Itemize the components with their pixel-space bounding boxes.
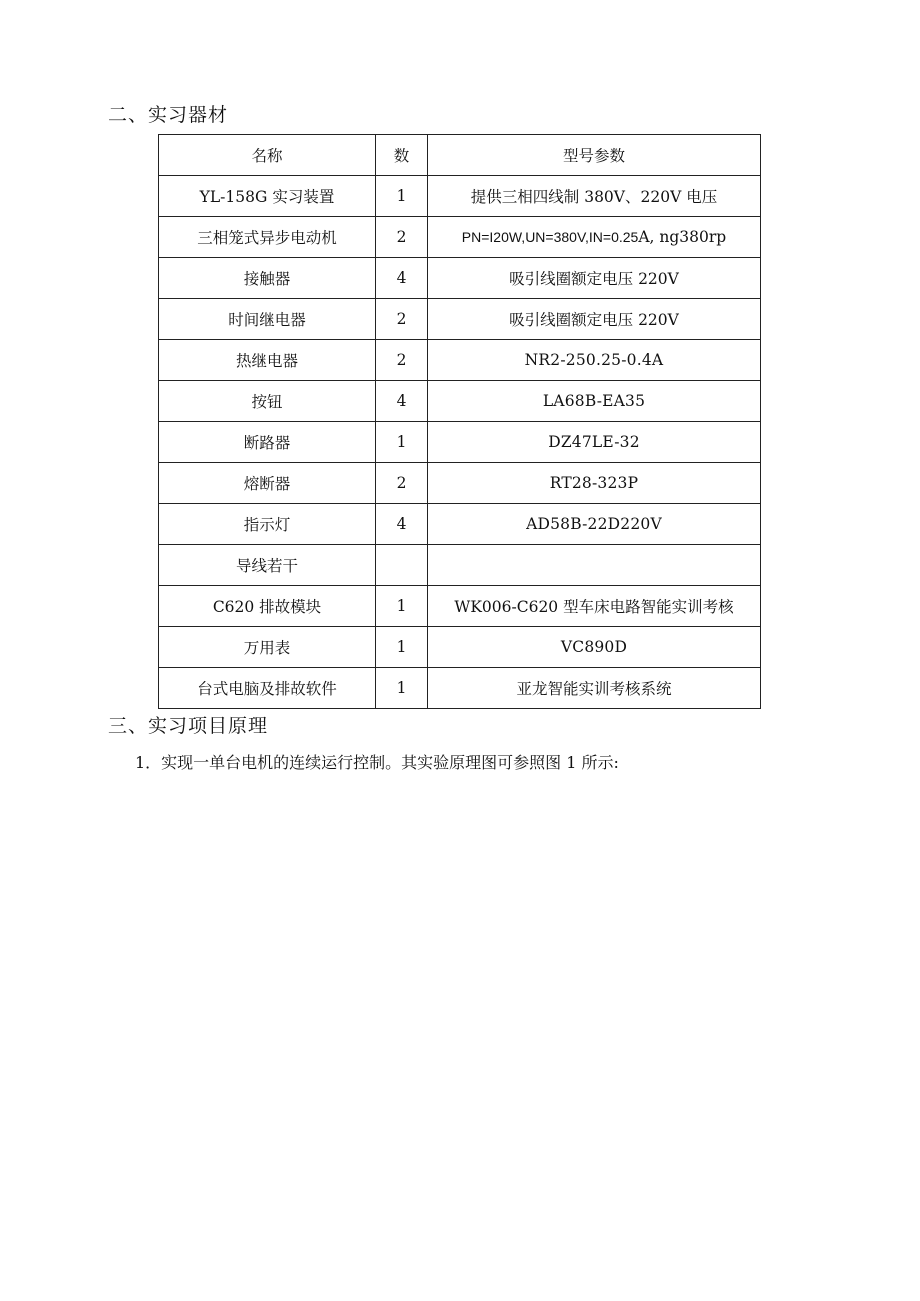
cell-name: 熔断器 bbox=[159, 463, 376, 504]
table-row bbox=[159, 299, 761, 340]
cell-qty: 1 bbox=[376, 176, 428, 217]
section-heading-equipment: 二、实习器材 bbox=[108, 104, 229, 126]
table-row bbox=[159, 627, 761, 668]
cell-qty: 2 bbox=[376, 340, 428, 381]
cell-qty: 1 bbox=[376, 627, 428, 668]
table-row bbox=[159, 586, 761, 627]
cell-spec: RT28-323P bbox=[428, 463, 761, 504]
header-name: 名称 bbox=[159, 135, 376, 176]
section-heading-principle: 三、实习项目原理 bbox=[108, 715, 269, 737]
cell-spec bbox=[428, 217, 761, 258]
cell-name: 三相笼式异步电动机 bbox=[159, 217, 376, 258]
cell-qty: 2 bbox=[376, 299, 428, 340]
cell-spec bbox=[428, 545, 761, 586]
cell-name: 台式电脑及排故软件 bbox=[159, 668, 376, 709]
cell-spec: AD58B-22D220V bbox=[428, 504, 761, 545]
cell-spec: DZ47LE-32 bbox=[428, 422, 761, 463]
cell-qty: 1 bbox=[376, 586, 428, 627]
table-row bbox=[159, 176, 761, 217]
cell-name: 指示灯 bbox=[159, 504, 376, 545]
cell-name: 接触器 bbox=[159, 258, 376, 299]
cell-qty bbox=[376, 545, 428, 586]
header-spec: 型号参数 bbox=[428, 135, 761, 176]
spec-rated-values: PN=I20W,UN=380V,IN=0.25 bbox=[461, 229, 639, 245]
cell-spec: 亚龙智能实训考核系统 bbox=[428, 668, 761, 709]
cell-name: 导线若干 bbox=[159, 545, 376, 586]
cell-qty: 4 bbox=[376, 504, 428, 545]
cell-qty: 1 bbox=[376, 668, 428, 709]
cell-name: 断路器 bbox=[159, 422, 376, 463]
table-header-row bbox=[159, 135, 761, 176]
cell-spec: 吸引线圈额定电压 220V bbox=[428, 258, 761, 299]
cell-qty: 1 bbox=[376, 422, 428, 463]
cell-name: 时间继电器 bbox=[159, 299, 376, 340]
table-row bbox=[159, 504, 761, 545]
cell-qty: 4 bbox=[376, 381, 428, 422]
table-row bbox=[159, 463, 761, 504]
cell-spec: VC890D bbox=[428, 627, 761, 668]
table-row bbox=[159, 381, 761, 422]
table-row bbox=[159, 545, 761, 586]
cell-name: C620 排故模块 bbox=[159, 586, 376, 627]
cell-spec: 提供三相四线制 380V、220V 电压 bbox=[428, 176, 761, 217]
table-row bbox=[159, 422, 761, 463]
cell-name: YL-158G 实习装置 bbox=[159, 176, 376, 217]
cell-spec: 吸引线圈额定电压 220V bbox=[428, 299, 761, 340]
cell-qty: 2 bbox=[376, 217, 428, 258]
principle-paragraph-1: 1．实现一单台电机的连续运行控制。其实验原理图可参照图 1 所示: bbox=[135, 753, 619, 772]
cell-spec: LA68B-EA35 bbox=[428, 381, 761, 422]
cell-name: 万用表 bbox=[159, 627, 376, 668]
table-row bbox=[159, 668, 761, 709]
table-row bbox=[159, 217, 761, 258]
table-row bbox=[159, 340, 761, 381]
equipment-table bbox=[158, 134, 761, 709]
cell-name: 按钮 bbox=[159, 381, 376, 422]
cell-name: 热继电器 bbox=[159, 340, 376, 381]
cell-spec: WK006-C620 型车床电路智能实训考核 bbox=[428, 586, 761, 627]
header-qty: 数 bbox=[376, 135, 428, 176]
table-row bbox=[159, 258, 761, 299]
cell-qty: 2 bbox=[376, 463, 428, 504]
cell-qty: 4 bbox=[376, 258, 428, 299]
spec-tail: A, ng380rp bbox=[638, 228, 727, 246]
cell-spec: NR2-250.25-0.4A bbox=[428, 340, 761, 381]
